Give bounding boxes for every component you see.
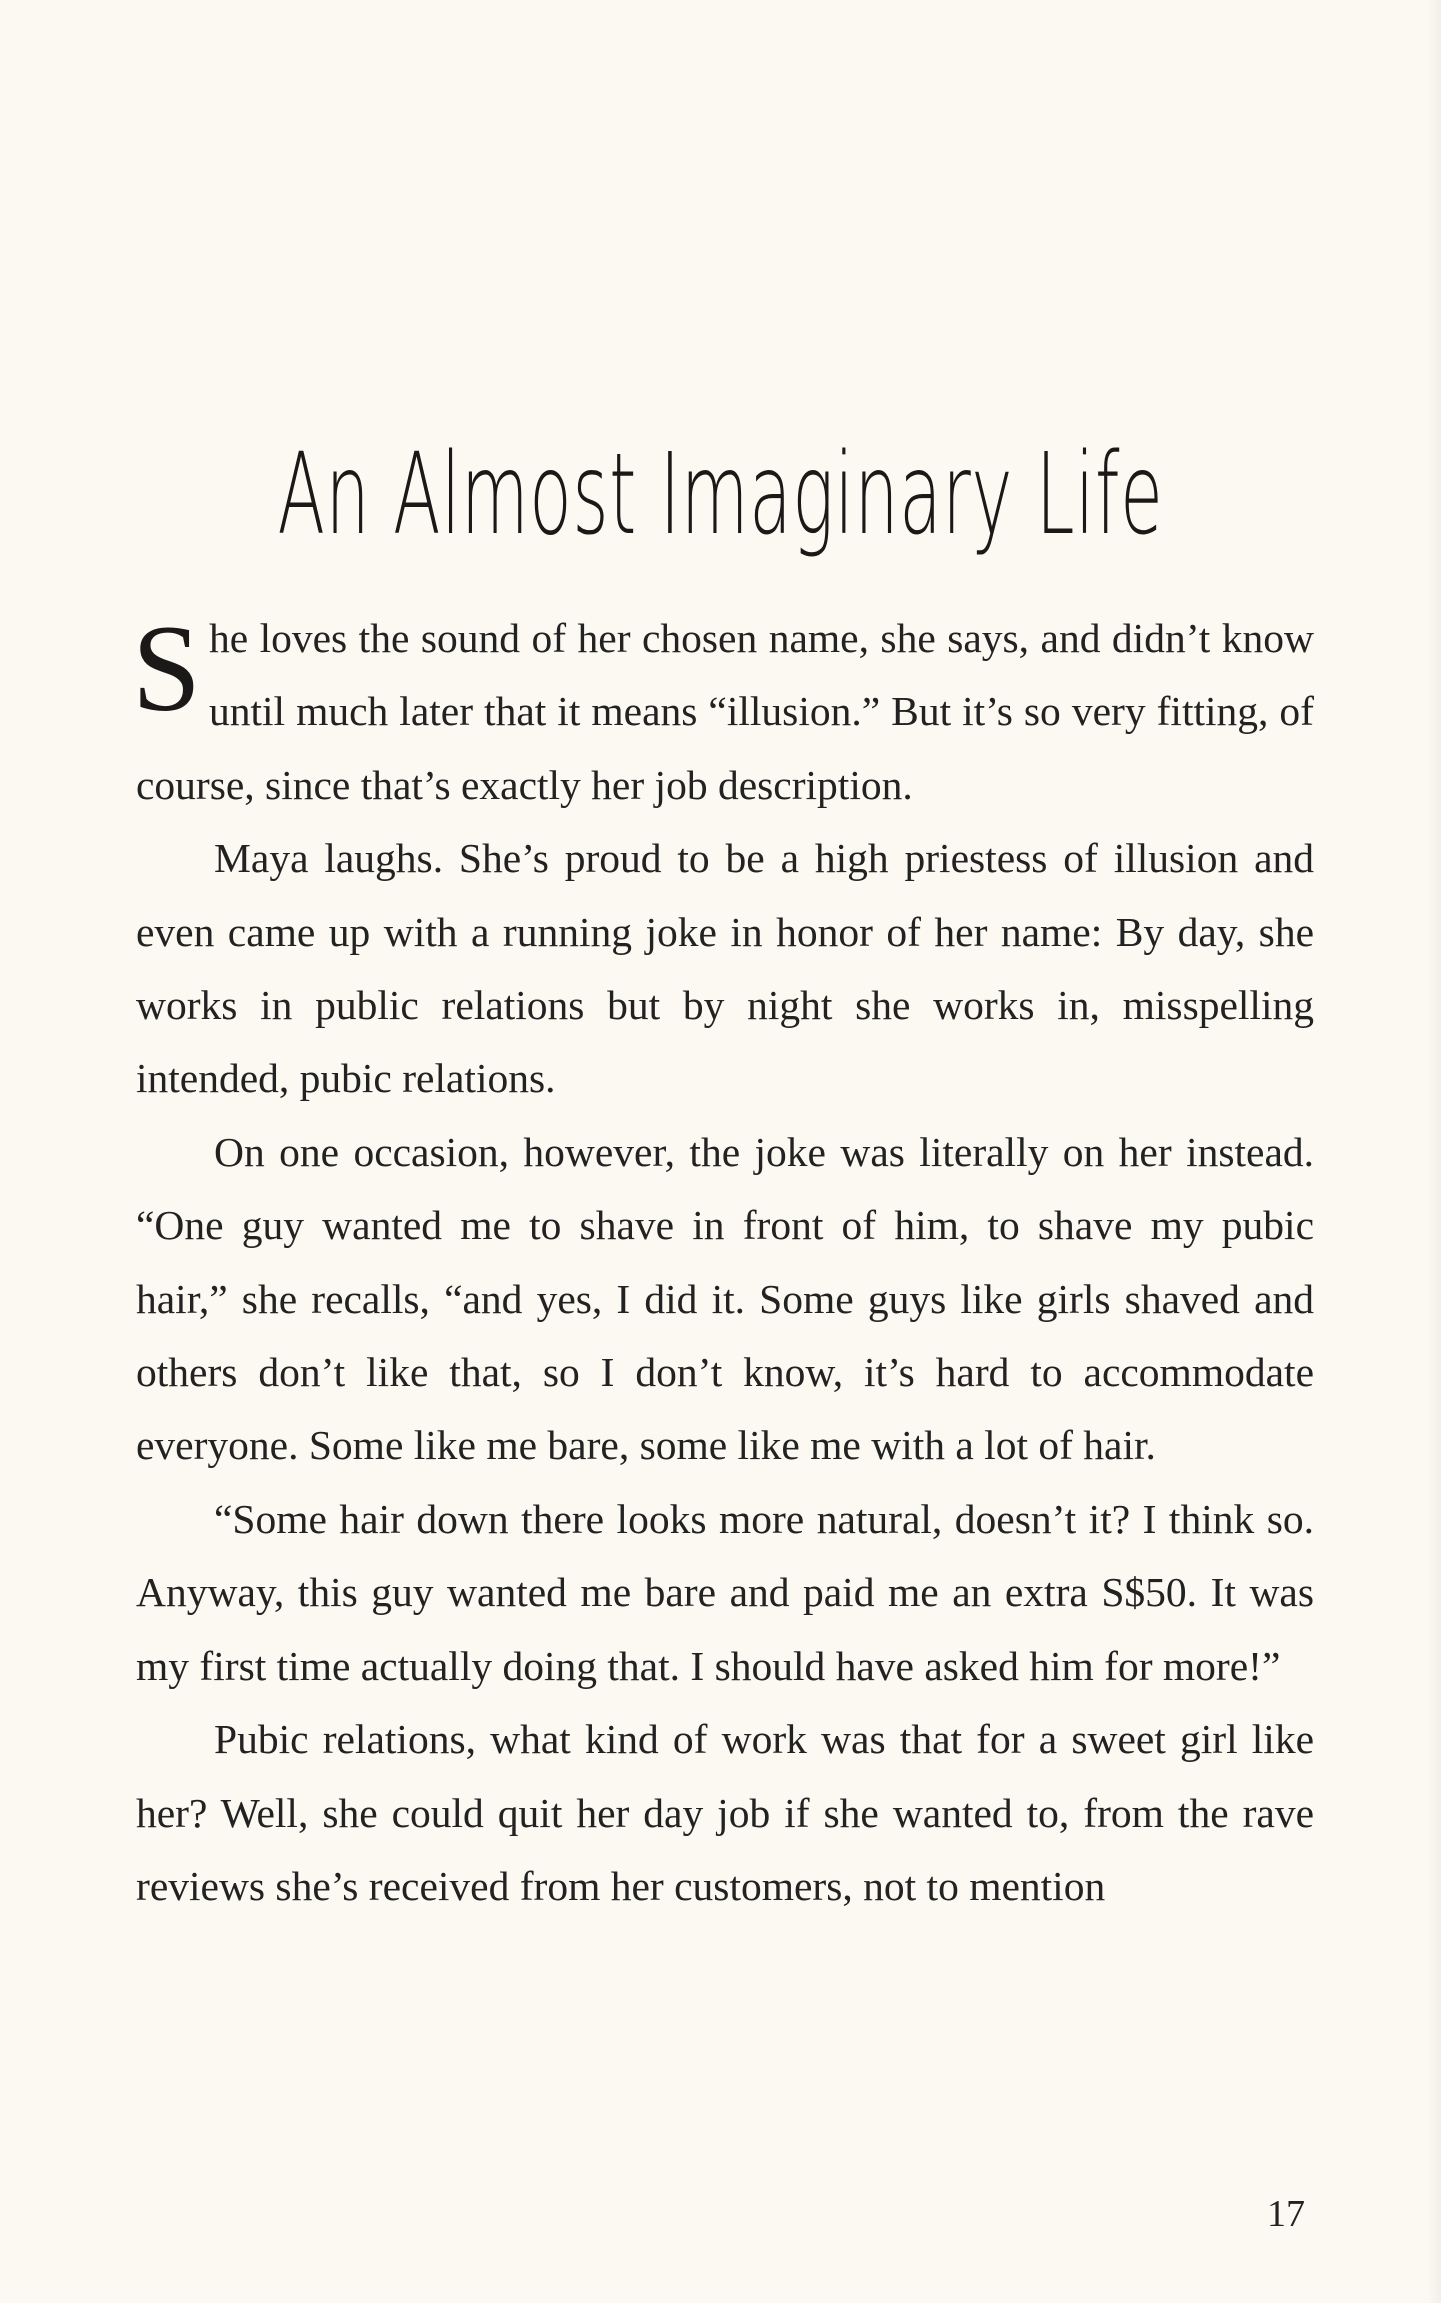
drop-cap: S bbox=[132, 600, 201, 737]
body-text bbox=[132, 600, 1314, 1923]
paragraph-5: Pubic relations, what kind of work was that for a sweet girl like her? Well, she could quit her day job if she wanted to, from the rave reviews she’s received from her customers, not to mention bbox=[136, 1716, 1314, 1909]
page-number: 17 bbox=[1267, 2193, 1305, 2235]
paragraph-1-text: he loves the sound of her chosen name, she says, and didn’t know until much later that it means “illusion.” But it’s so very fitting, of course, since that’s exactly her job description. bbox=[136, 615, 1314, 808]
page-edge-shadow bbox=[1427, 0, 1441, 2303]
paragraph-3: On one occasion, however, the joke was literally on her instead. “One guy wanted me to shave in front of him, to shave my pubic hair,” she recalls, “and yes, I did it. Some guys like girls shaved and others don’t like that, so I don’t know, it’s hard to accommodate everyone. Some like me bare, some like me with a lot of hair. bbox=[136, 1128, 1314, 1469]
paragraph-4: “Some hair down there looks more natural, doesn’t it? I think so. Anyway, this guy wanted me bare and paid me an extra S$50. It was my first time actually doing that. I should have asked him for more!” bbox=[136, 1495, 1314, 1689]
chapter-title: An Almost Imaginary Life bbox=[277, 430, 1164, 561]
paragraph-2: Maya laughs. She’s proud to be a high priestess of illusion and even came up with a running joke in honor of her name: By day, she works in public relations but by night she works in, misspelling intended, pubic relations. bbox=[136, 835, 1314, 1102]
paragraph-1 bbox=[132, 600, 1314, 822]
